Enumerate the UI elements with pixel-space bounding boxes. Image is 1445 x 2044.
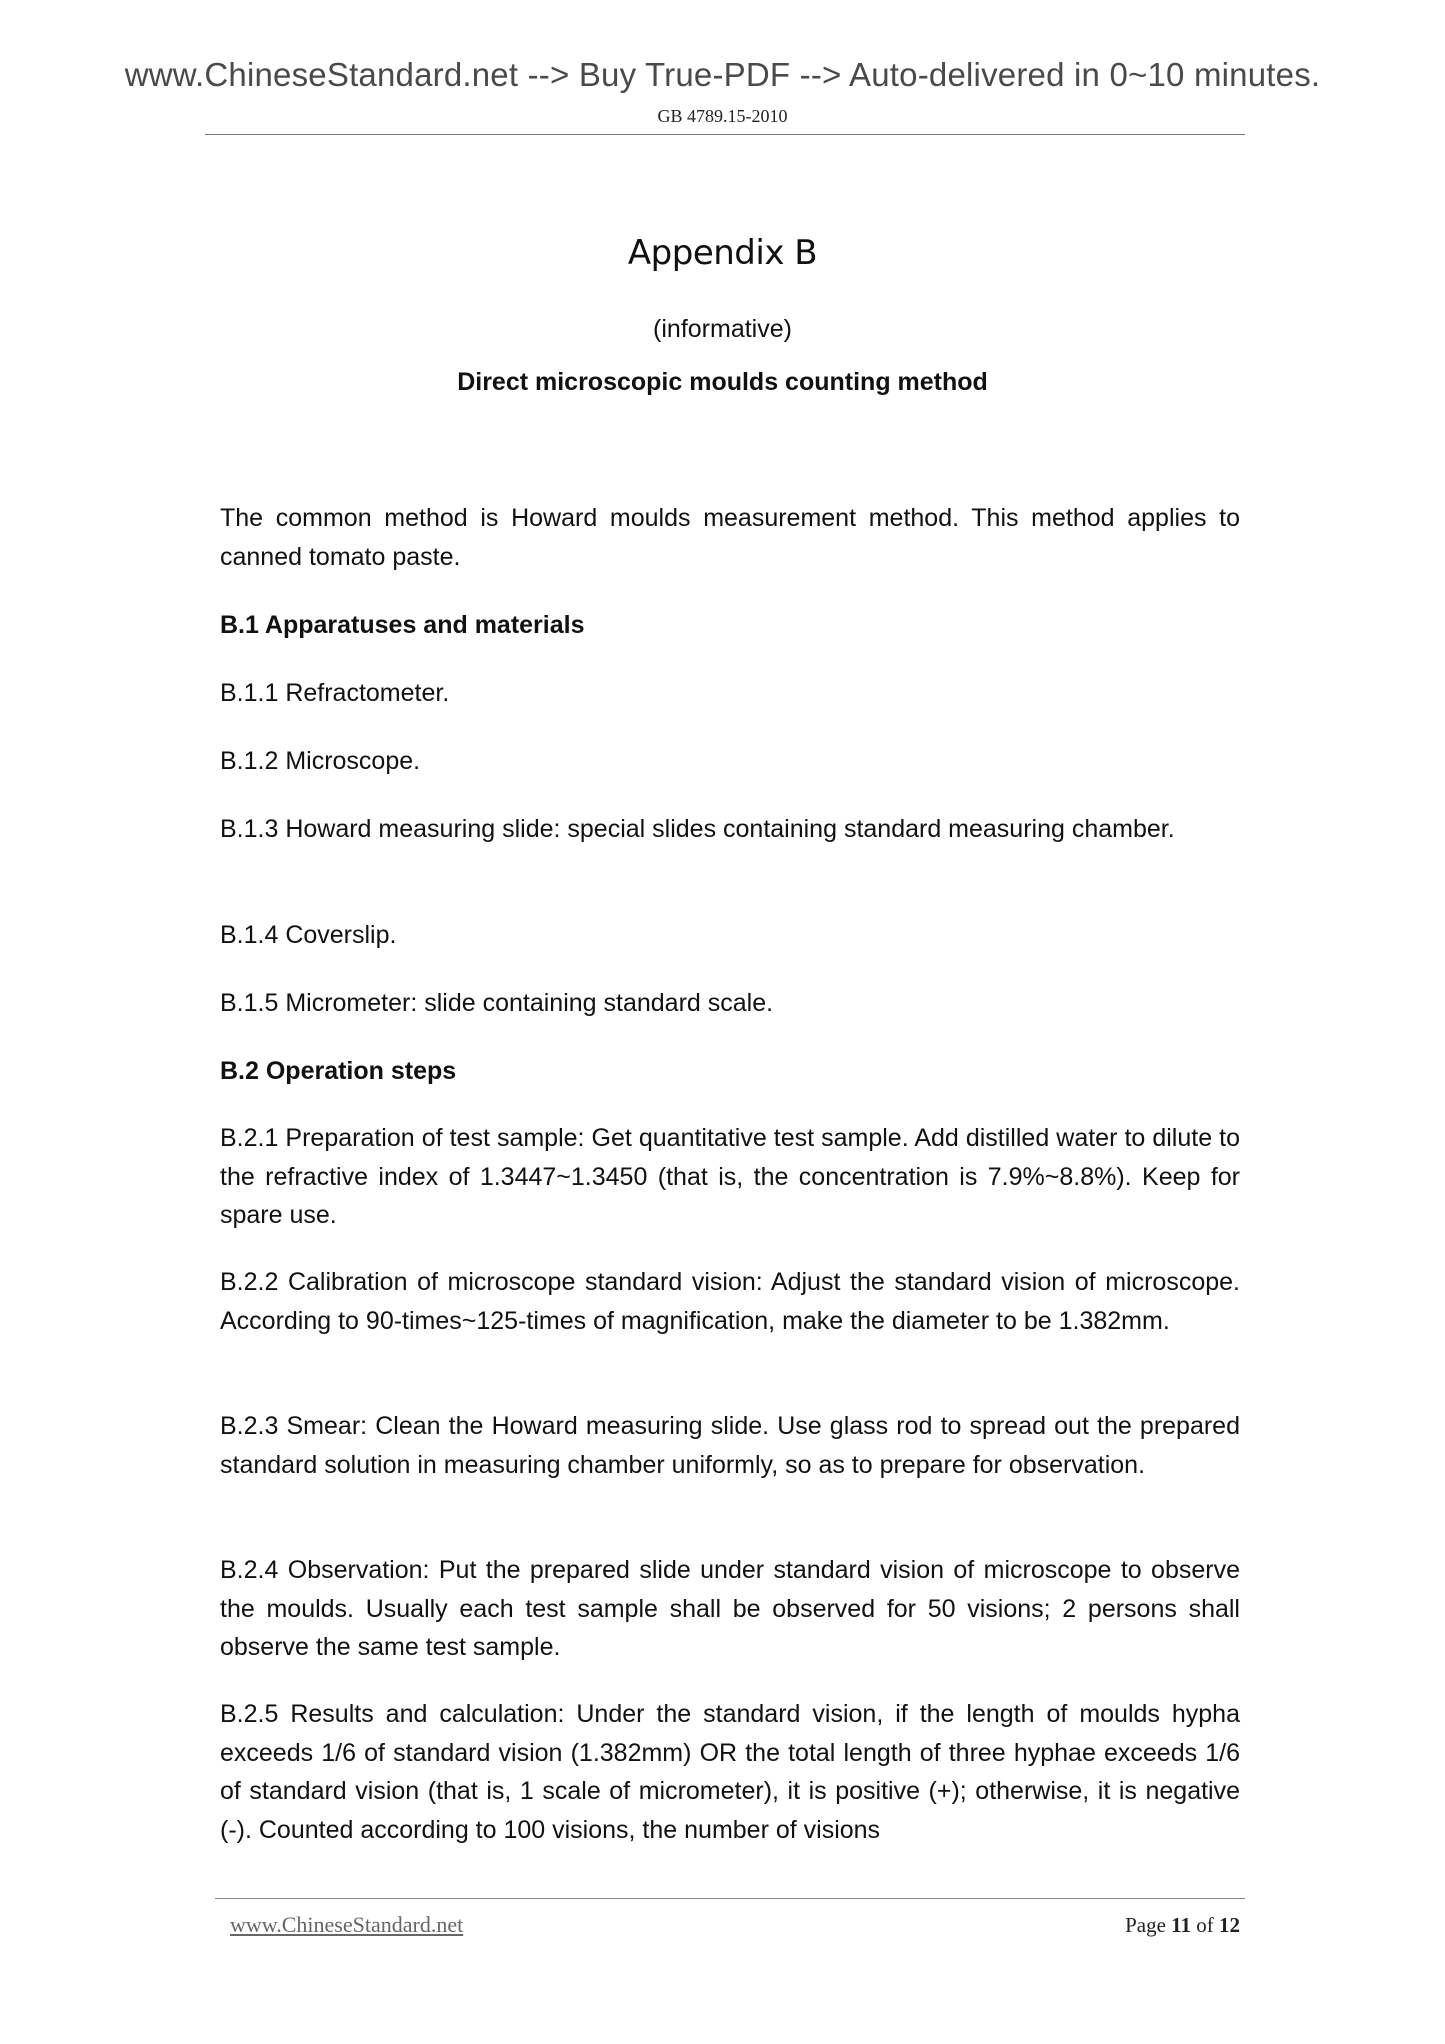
page-of: of xyxy=(1196,1913,1214,1937)
clause-b-1-2: B.1.2 Microscope. xyxy=(220,747,421,775)
footer-site-link[interactable]: www.ChineseStandard.net xyxy=(230,1912,464,1937)
clause-b-1-3: B.1.3 Howard measuring slide: special slides containing standard measuring chamber. xyxy=(220,815,1175,843)
section-heading-b2: B.2 Operation steps xyxy=(220,1057,457,1085)
page-indicator xyxy=(1125,1913,1240,1938)
clause-b-1-5: B.1.5 Micrometer: slide containing standard scale. xyxy=(220,989,774,1017)
appendix-subtitle: (informative) xyxy=(653,315,792,343)
section-heading-b1: B.1 Apparatuses and materials xyxy=(220,611,585,639)
clause-b-1-1: B.1.1 Refractometer. xyxy=(220,679,450,707)
page-current: 11 xyxy=(1171,1913,1191,1937)
page-prefix: Page xyxy=(1125,1913,1166,1937)
header-divider xyxy=(205,134,1245,135)
footer-divider xyxy=(215,1898,1245,1899)
document-number: GB 4789.15-2010 xyxy=(657,106,788,126)
clause-b-2-3: B.2.3 Smear: Clean the Howard measuring slide. Use glass rod to spread out the prepared standard solution in measuring chamber uniformly, so as to prepare for observation. xyxy=(220,1412,1240,1479)
clause-b-2-5: B.2.5 Results and calculation: Under the standard vision, if the length of moulds hypha exceeds 1/6 of standard vision (1.382mm) OR the total length of three hyphae exceeds 1/6 of standard vision (that is, 1 scale of micrometer), it is positive (+); otherwise, it is negative (-). Counted according to 100 visions, the number of visions xyxy=(220,1700,1240,1844)
intro-paragraph: The common method is Howard moulds measurement method. This method applies to canned tomato paste. xyxy=(220,504,1240,571)
appendix-title: Appendix B xyxy=(627,233,818,273)
method-title: Direct microscopic moulds counting method xyxy=(457,368,988,396)
clause-b-2-1: B.2.1 Preparation of test sample: Get quantitative test sample. Add distilled water to dilute to the refractive index of 1.3447~1.3450 (that is, the concentration is 7.9%~8.8%). Keep for spare use. xyxy=(220,1124,1240,1229)
clause-b-1-4: B.1.4 Coverslip. xyxy=(220,921,397,949)
clause-b-2-4: B.2.4 Observation: Put the prepared slide under standard vision of microscope to observe the moulds. Usually each test sample shall be observed for 50 visions; 2 persons shall observe the same test sample. xyxy=(220,1556,1240,1661)
page-total: 12 xyxy=(1219,1913,1240,1937)
promo-banner: www.ChineseStandard.net --> Buy True-PDF --> Auto-delivered in 0~10 minutes. xyxy=(124,56,1321,93)
clause-b-2-2: B.2.2 Calibration of microscope standard vision: Adjust the standard vision of microscope. According to 90-times~125-times of magnification, make the diameter to be 1.382mm. xyxy=(220,1268,1240,1335)
